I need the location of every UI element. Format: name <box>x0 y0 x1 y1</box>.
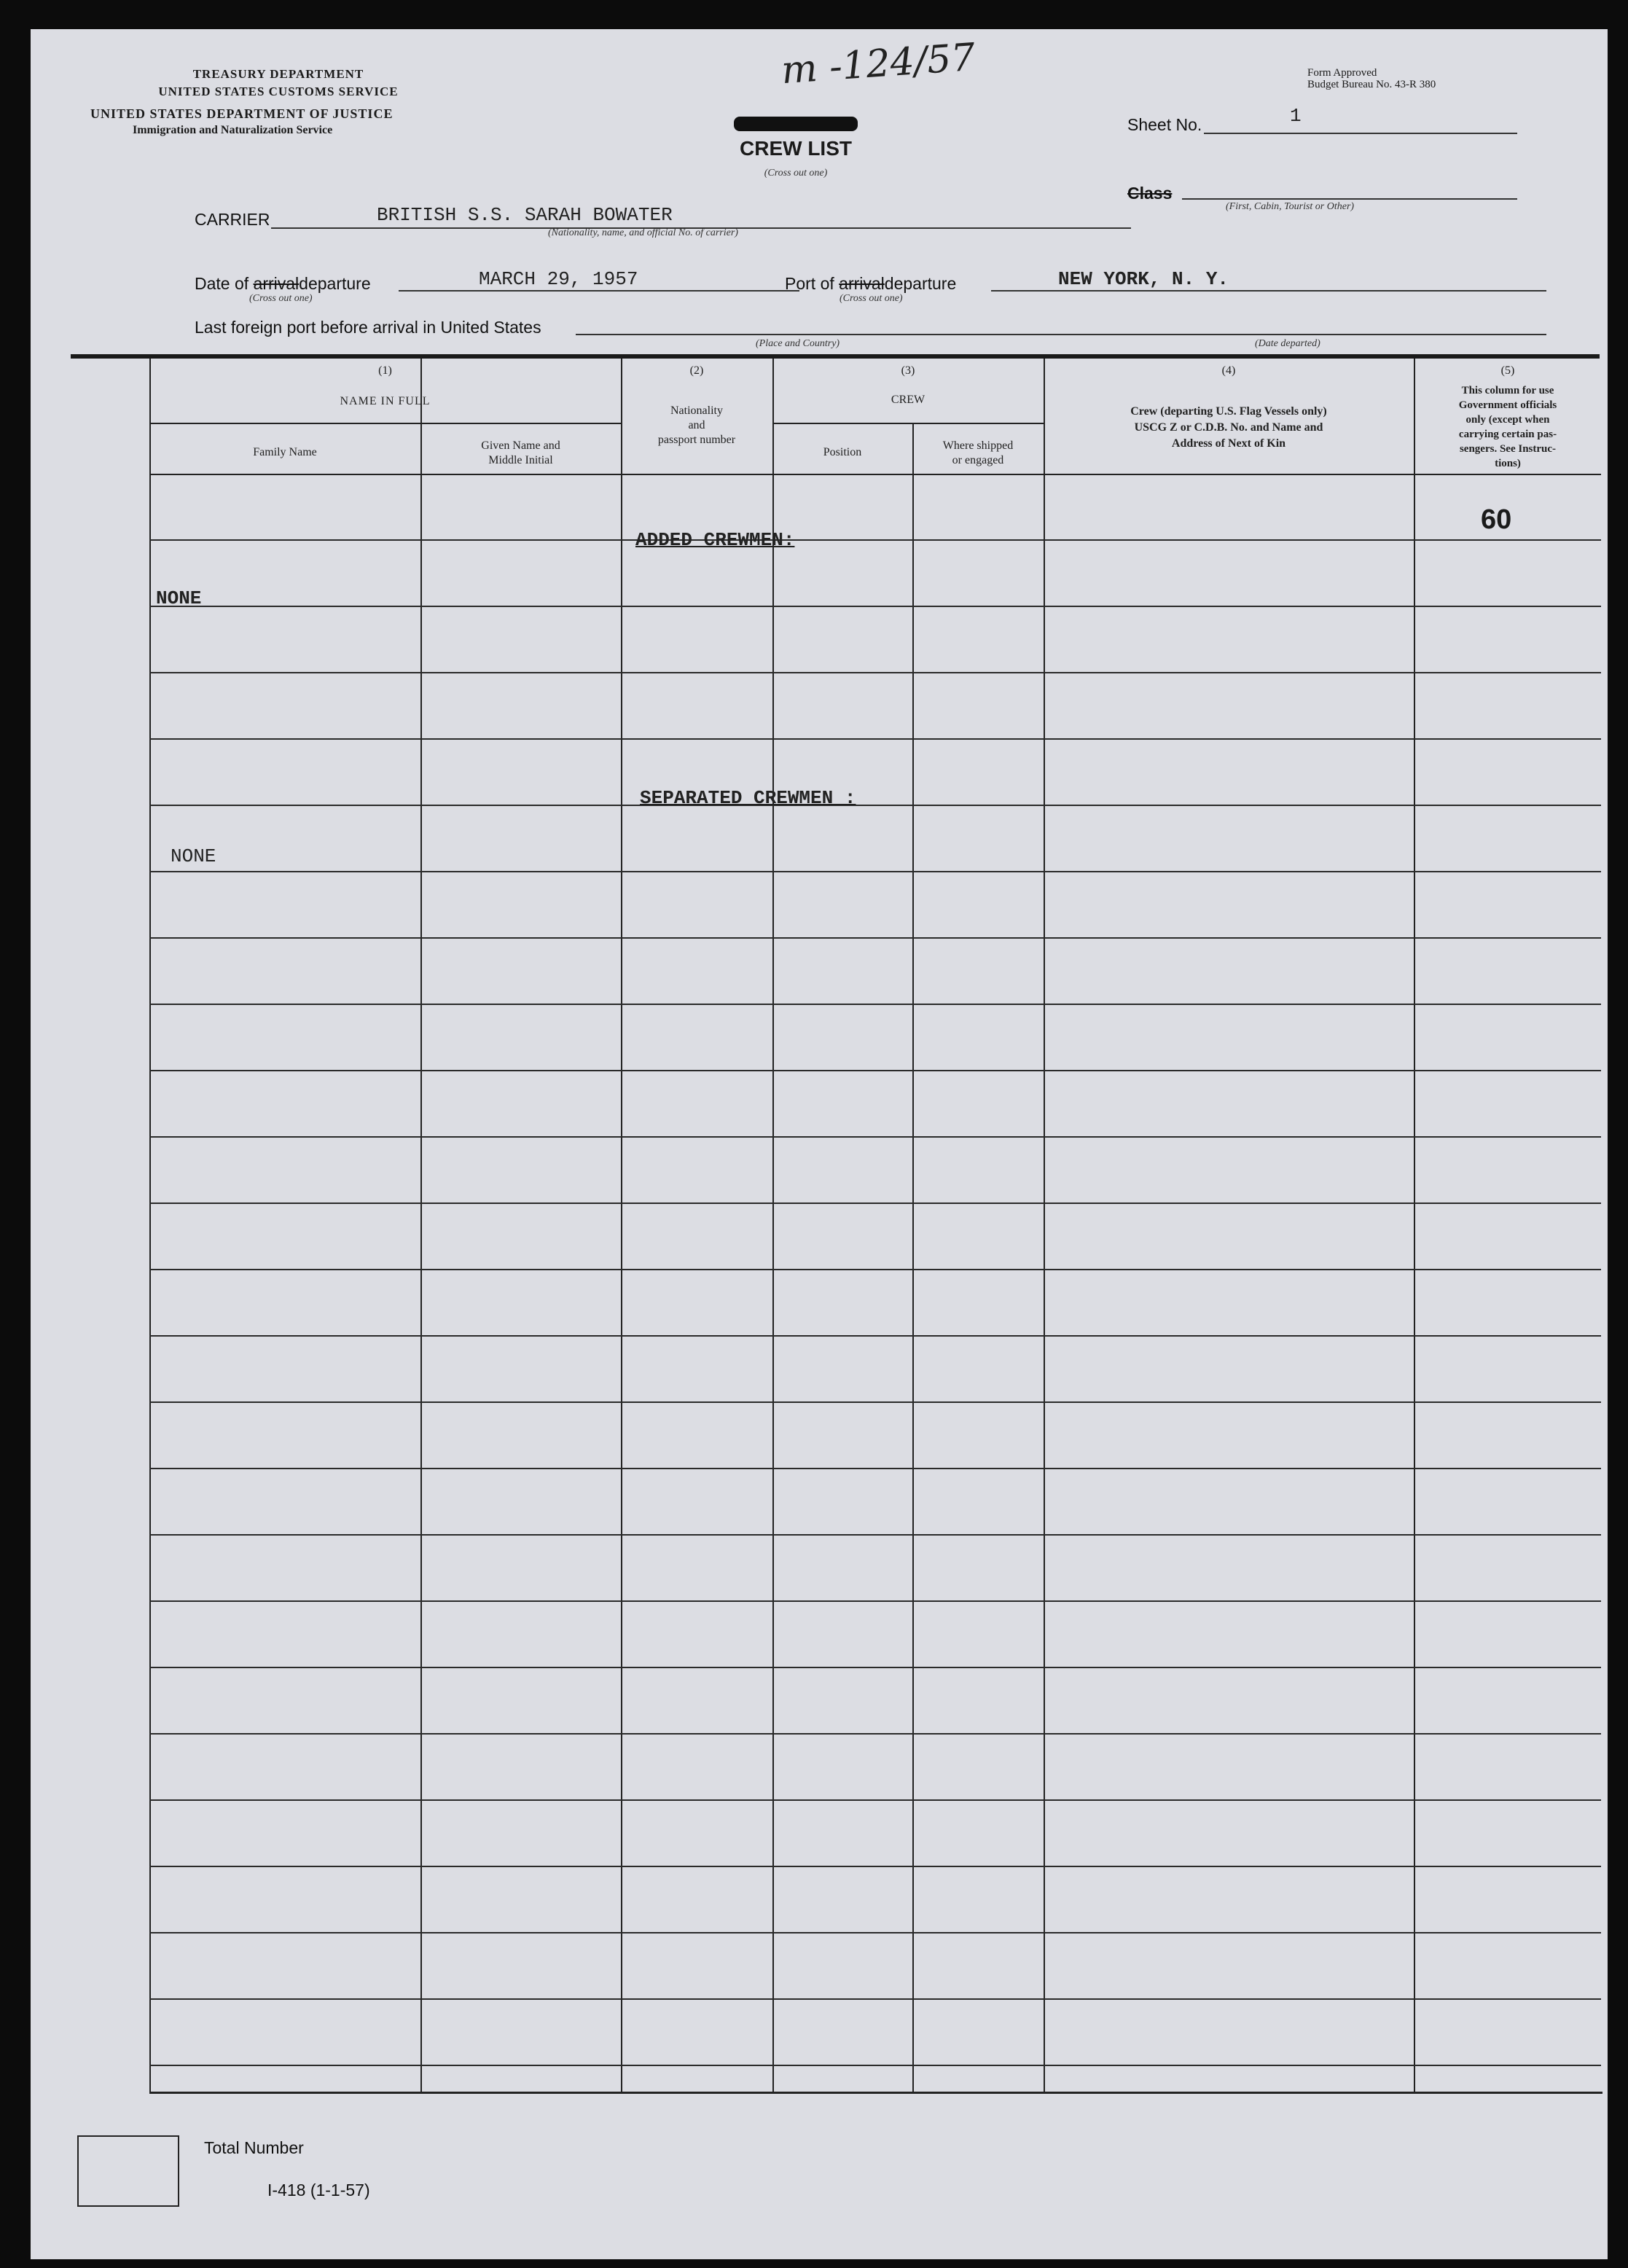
col3-where-shipped <box>912 439 1044 468</box>
col3-where-l2: or engaged <box>952 454 1004 466</box>
col5-l2: Government officials <box>1458 399 1557 411</box>
sheet-label: Sheet No. <box>1127 115 1202 134</box>
col1-given-l2: Middle Initial <box>488 454 553 466</box>
table-row <box>149 2065 1601 2066</box>
col4-title <box>1044 404 1414 452</box>
port-departure-note: (Cross out one) <box>840 293 903 304</box>
col2-l3: passport number <box>657 434 736 446</box>
col1-number: (1) <box>378 364 392 377</box>
table-row <box>149 1932 1601 1933</box>
col3-title: CREW <box>891 394 925 406</box>
col2-title <box>621 404 772 447</box>
table-row <box>149 1998 1601 2000</box>
table-row <box>149 1534 1601 1536</box>
agency-justice: UNITED STATES DEPARTMENT OF JUSTICE <box>90 106 394 121</box>
date-departure-label <box>195 274 371 294</box>
table-row <box>149 539 1601 541</box>
col5-l3: only (except when <box>1465 414 1550 426</box>
table-row <box>149 606 1601 607</box>
table-row <box>149 1866 1601 1867</box>
table-row <box>149 937 1601 939</box>
date-label-post: departure <box>299 274 371 293</box>
separated-crewmen-heading: SEPARATED CREWMEN : <box>640 787 856 809</box>
crew-list-form <box>31 29 1608 2259</box>
table-row <box>149 672 1601 673</box>
agency-customs: UNITED STATES CUSTOMS SERVICE <box>158 85 399 98</box>
col1-family-name: Family Name <box>253 446 317 458</box>
port-label-struck: arrival <box>839 274 885 293</box>
carrier-value: BRITISH S.S. SARAH BOWATER <box>377 204 673 226</box>
date-departure-value: MARCH 29, 1957 <box>479 268 638 290</box>
col1-given-l1: Given Name and <box>481 439 560 452</box>
port-label-pre: Port of <box>785 274 840 293</box>
last-port-date-note: (Date departed) <box>1255 338 1320 349</box>
col3-where-l1: Where shipped <box>942 439 1014 452</box>
table-row <box>149 1070 1601 1071</box>
added-crewmen-heading: ADDED CREWMEN: <box>635 529 795 551</box>
table-row <box>149 1335 1601 1337</box>
col2-l2: and <box>688 419 705 431</box>
col5-l1: This column for use <box>1461 385 1554 396</box>
agency-ins: Immigration and Naturalization Service <box>133 124 333 136</box>
col4-number: (4) <box>1221 364 1236 377</box>
total-count-entry: 60 <box>1481 504 1512 535</box>
table-row <box>149 1136 1601 1138</box>
sheet-number: 1 <box>1290 105 1302 127</box>
budget-bureau-line: Budget Bureau No. 43-R 380 <box>1307 79 1436 90</box>
col5-l4: carrying certain pas- <box>1458 429 1557 440</box>
table-row <box>149 1733 1601 1735</box>
last-port-label: Last foreign port before arrival in United States <box>195 318 541 337</box>
date-label-pre: Date of <box>195 274 254 293</box>
col3-position: Position <box>823 446 862 458</box>
port-label-post: departure <box>884 274 957 293</box>
col1-title: NAME IN FULL <box>340 395 431 407</box>
form-approved <box>1307 67 1436 90</box>
col5-number: (5) <box>1500 364 1515 377</box>
handwritten-annotation: m -124/57 <box>780 35 977 93</box>
form-approved-line: Form Approved <box>1307 67 1377 79</box>
col5-title <box>1414 383 1602 471</box>
title-note: (Cross out one) <box>764 168 828 179</box>
form-id: I-418 (1-1-57) <box>267 2181 370 2199</box>
separated-crewmen-value: NONE <box>171 845 216 867</box>
col5-l5: sengers. See Instruc- <box>1459 443 1557 455</box>
col4-l1: Crew (departing U.S. Flag Vessels only) <box>1130 405 1327 418</box>
header-divider <box>71 354 1600 359</box>
col4-l3: Address of Next of Kin <box>1171 437 1286 450</box>
table-row <box>149 1468 1601 1469</box>
date-departure-note: (Cross out one) <box>249 293 313 304</box>
table-row <box>149 1667 1601 1668</box>
table-row <box>149 1600 1601 1602</box>
table-row <box>149 738 1601 740</box>
col3-number: (3) <box>901 364 915 377</box>
col1-given-name <box>420 439 621 468</box>
table-row <box>149 1203 1601 1204</box>
carrier-note: (Nationality, name, and official No. of carrier) <box>548 227 738 238</box>
redaction-bar <box>734 117 858 131</box>
date-label-struck: arrival <box>253 274 300 293</box>
table-row <box>149 1004 1601 1005</box>
class-note: (First, Cabin, Tourist or Other) <box>1226 201 1355 212</box>
class-label: Class <box>1127 184 1173 203</box>
col4-l2: USCG Z or C.D.B. No. and Name and <box>1134 421 1323 434</box>
total-number-box <box>77 2135 179 2207</box>
table-row <box>149 1401 1601 1403</box>
col2-number: (2) <box>689 364 704 377</box>
port-departure-label <box>785 274 956 294</box>
col2-l1: Nationality <box>670 404 723 417</box>
page-title: CREW LIST <box>740 137 852 160</box>
table-row <box>149 871 1601 872</box>
total-number-label: Total Number <box>204 2138 304 2157</box>
port-departure-value: NEW YORK, N. Y. <box>1058 268 1229 290</box>
last-port-place-note: (Place and Country) <box>756 338 840 349</box>
table-row <box>149 1269 1601 1270</box>
agency-treasury: TREASURY DEPARTMENT <box>192 67 364 81</box>
table-row <box>149 805 1601 806</box>
col5-l6: tions) <box>1495 458 1521 469</box>
added-crewmen-value: NONE <box>156 587 202 609</box>
carrier-label: CARRIER <box>195 210 270 229</box>
table-row <box>149 1799 1601 1801</box>
